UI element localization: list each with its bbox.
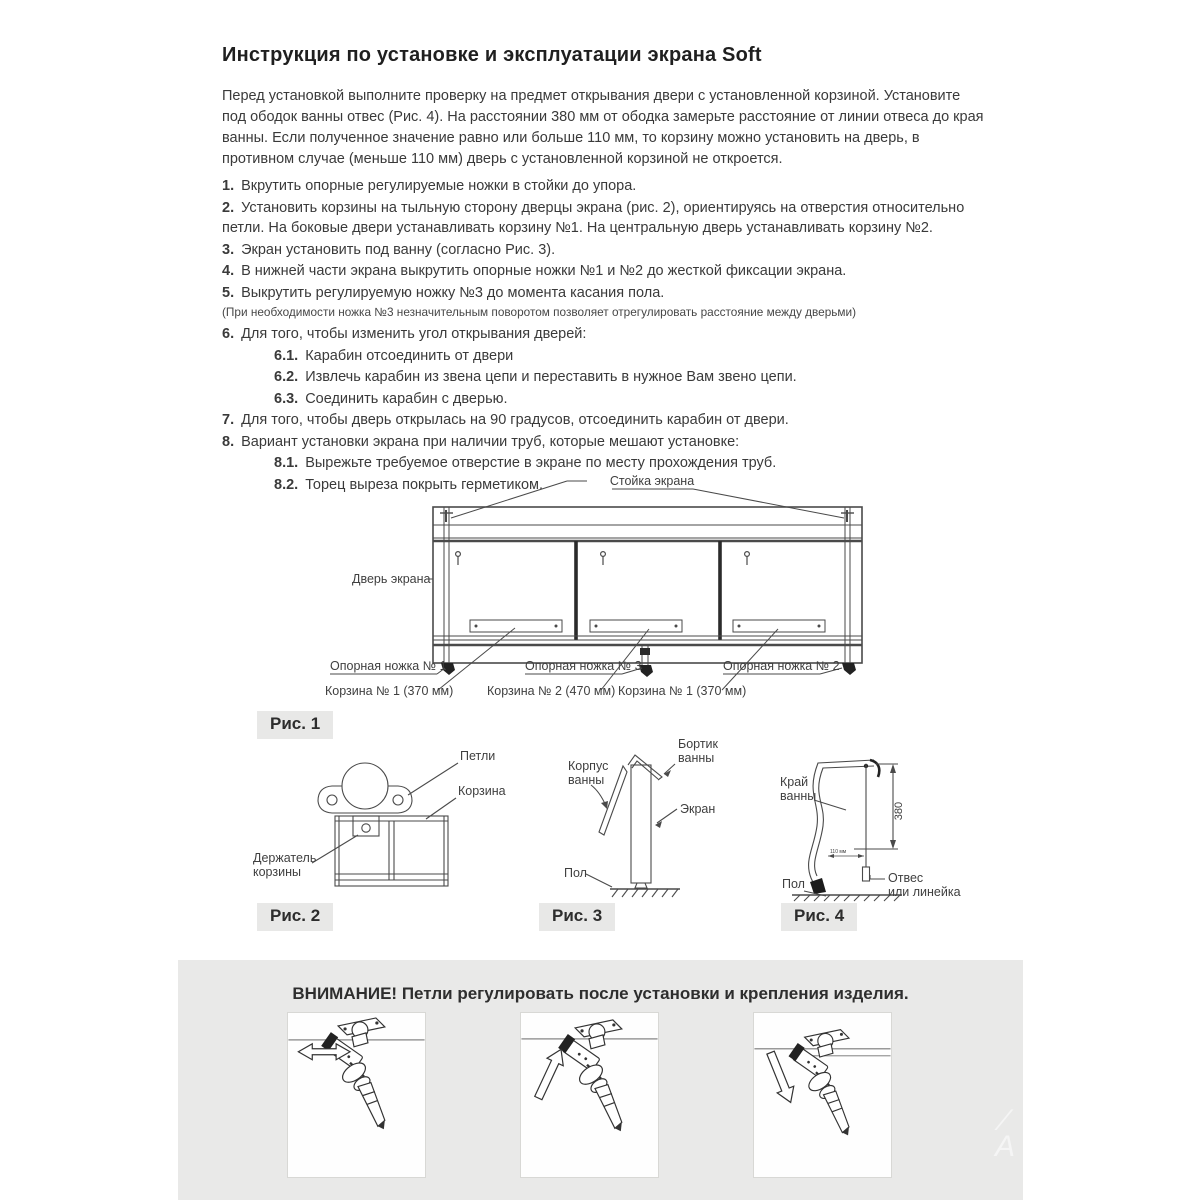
step-text: В нижней части экрана выкрутить опорные ножки №1 и №2 до жесткой фиксации экрана. [241, 263, 847, 279]
fig1-label-stand: Стойка экрана [609, 474, 695, 488]
step-text: Вариант установки экрана при наличии труб, которые мешают установке: [241, 433, 740, 450]
fig2-label-basket: Корзина [458, 784, 506, 798]
fig1-label-basket1b: Корзина № 1 (370 мм) [618, 684, 747, 698]
hinge-horizontal-adjust-icon [288, 1013, 425, 1177]
list-note: (При необходимости ножка №3 незначительным поворотом позволяет отрегулировать расстояние между дверьми) [222, 305, 857, 319]
list-subitem [222, 367, 994, 388]
list-item [222, 410, 994, 431]
fig3-label-floor: Пол [564, 866, 587, 880]
fig3-label-body-2: ванны [568, 773, 605, 787]
step-number: 7. [222, 412, 235, 428]
steps-list [222, 176, 994, 496]
list-item [222, 432, 994, 453]
fig2-caption: Рис. 2 [257, 903, 333, 931]
step-number: 8.2. [274, 476, 299, 493]
fig3-caption: Рис. 3 [539, 903, 615, 931]
fig3-label-rim-1: Бортик [678, 737, 719, 751]
list-item [222, 176, 994, 197]
step-text: Установить корзины на тыльную сторону дверцы экрана (рис. 2), ориентируясь на отверстия относительно петли. На боковые двери устанавливать корзину №1. На центральную дверь устанавливать корзину №2. [222, 199, 965, 236]
fig4-label-plumb-1: Отвес [888, 871, 924, 885]
step-number: 8. [222, 433, 235, 450]
fig4-label-edge-1: Край [780, 775, 809, 789]
intro-paragraph: Перед установкой выполните проверку на предмет открывания двери с установленной корзиной. Установите под ободок ванны отвес (Рис. 4). На расстоянии 380 мм от ободка замерьте расстояние от линии отвеса до края ванны. Если полученное значение равно или больше 110 мм, то корзину можно установить на дверь, в противном случае (меньше 110 мм) дверь с установленной корзиной не откроется. [222, 88, 984, 167]
fig2-label-holder-1: Держатель [253, 851, 317, 865]
step-number: 6. [222, 326, 235, 342]
step-number: 8.1. [274, 455, 299, 471]
step-number: 5. [222, 284, 235, 301]
list-item [222, 261, 994, 282]
step-number: 6.2. [274, 369, 299, 385]
list-item [222, 198, 994, 239]
step-text: Соединить карабин с дверью. [305, 390, 508, 407]
hinge-adjust-panel-2 [520, 1012, 659, 1178]
hinge-adjust-panel-1 [287, 1012, 426, 1178]
fig1-label-basket2: Корзина № 2 (470 мм) [487, 684, 616, 698]
fig2-label-holder-2: корзины [253, 865, 301, 879]
figure-2-basket-diagram [240, 743, 510, 901]
fig1-caption: Рис. 1 [257, 711, 333, 739]
fig4-label-plumb-2: или линейка [888, 885, 961, 899]
hinge-diagonal-down-adjust-icon [754, 1013, 891, 1177]
list-subitem [222, 346, 994, 367]
fig1-label-leg3: Опорная ножка № 3 [525, 659, 642, 673]
step-text: Для того, чтобы изменить угол открывания дверей: [241, 326, 587, 342]
step-number: 4. [222, 263, 235, 279]
warning-section [178, 960, 1023, 1200]
step-number: 1. [222, 178, 235, 194]
hinge-diagonal-up-adjust-icon [521, 1013, 658, 1177]
figure-1-screen-diagram [325, 462, 885, 707]
step-text: Вырежьте требуемое отверстие в экране по месту прохождения труб. [305, 455, 777, 471]
step-number: 6.1. [274, 347, 299, 364]
list-item [222, 240, 994, 261]
hinge-adjust-panel-3 [753, 1012, 892, 1178]
step-number: 3. [222, 241, 235, 258]
watermark: ∕ A [994, 1104, 1015, 1163]
step-text: Извлечь карабин из звена цепи и переставить в нужное Вам звено цепи. [305, 369, 797, 385]
step-text: Карабин отсоединить от двери [305, 347, 514, 364]
fig4-label-edge-2: ванны [780, 789, 817, 803]
figure-3-install-diagram [528, 736, 768, 901]
fig2-label-hinges: Петли [460, 749, 496, 763]
fig4-label-floor: Пол [782, 877, 805, 891]
fig3-label-screen: Экран [680, 802, 716, 816]
page-title: Инструкция по установке и эксплуатации экрана Soft [222, 44, 762, 66]
step-number: 2. [222, 199, 235, 216]
step-text: Вкрутить опорные регулируемые ножки в стойки до упора. [241, 178, 637, 194]
step-text: Для того, чтобы дверь открылась на 90 градусов, отсоединить карабин от двери. [241, 412, 789, 428]
step-text: Экран установить под ванну (согласно Рис. 3). [241, 241, 556, 258]
list-subitem [222, 389, 994, 410]
list-item [222, 283, 994, 304]
fig1-label-leg1: Опорная ножка № 1 [330, 659, 447, 673]
fig4-dim-110: 110 мм [830, 849, 847, 855]
step-text: Выкрутить регулируемую ножку №3 до момента касания пола. [241, 284, 665, 301]
figure-4-plumb-diagram [766, 736, 1006, 901]
fig1-label-basket1a: Корзина № 1 (370 мм) [325, 684, 454, 698]
fig3-label-rim-2: ванны [678, 751, 715, 765]
list-item [222, 324, 994, 345]
step-text: Торец выреза покрыть герметиком. [305, 476, 544, 493]
fig1-label-door: Дверь экрана [352, 572, 431, 586]
fig3-label-body-1: Корпус [568, 759, 609, 773]
fig1-label-leg2: Опорная ножка № 2 [723, 659, 840, 673]
fig4-dim-380: 380 [893, 801, 905, 821]
step-number: 6.3. [274, 390, 299, 407]
warning-text: ВНИМАНИЕ! Петли регулировать после установки и крепления изделия. [292, 984, 909, 1003]
fig4-caption: Рис. 4 [781, 903, 857, 931]
